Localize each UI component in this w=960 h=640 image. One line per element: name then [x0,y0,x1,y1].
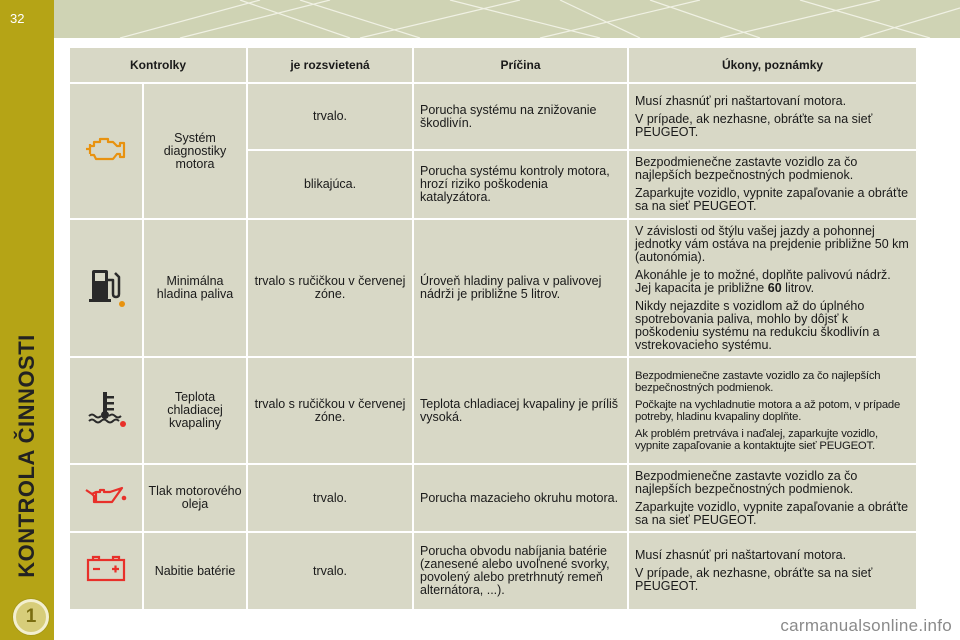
table-row [69,357,917,464]
cause-cell: Úroveň hladiny paliva v palivovej nádrži je približne 5 litrov. [413,219,628,357]
table-row [69,532,917,610]
chapter-badge [13,599,49,635]
state-cell: trvalo. [247,532,413,610]
actions-cell [628,219,917,357]
action-text: Musí zhasnúť pri naštartovaní motora. [635,93,847,108]
icon-cell [69,357,143,464]
warning-lights-table [68,46,918,611]
cause-cell: Porucha mazacieho okruhu motora. [413,464,628,532]
state-cell: trvalo s ručičkou v červenej zóne. [247,219,413,357]
icon-cell [69,532,143,610]
table-row [69,464,917,532]
action-text-part: Akonáhle je to možné, doplňte palivovú nádrž. Jej kapacita je približne [635,267,891,295]
action-text: Musí zhasnúť pri naštartovaní motora. [635,548,847,562]
action-text: Bezpodmienečne zastavte vozidlo za čo najlepších bezpečnostných podmienok. [635,155,858,182]
action-text: Zaparkujte vozidlo, vypnite zapaľovanie a obráťte sa na sieť PEUGEOT. [635,499,909,527]
table-header-row [69,47,917,83]
actions-cell [628,464,917,532]
icon-cell [69,464,143,532]
icon-cell [69,83,143,219]
header-ukony: Úkony, poznámky [628,47,917,83]
cause-cell: Porucha systému na znižovanie škodlivín. [413,83,628,150]
fuel-pump-icon [84,264,128,308]
state-cell: trvalo. [247,83,413,150]
action-text [635,269,910,295]
action-text: Bezpodmienečne zastavte vozidlo za čo najlepších bezpečnostných podmienok. [635,369,881,394]
system-cell: Nabitie batérie [143,532,247,610]
engine-check-icon [84,134,128,164]
action-text: Ak problém pretrváva i naďalej, zaparkujte vozidlo, vypnite zapaľovanie a kontaktujte sieť PEUGEOT. [635,427,878,452]
battery-icon [84,554,128,584]
state-cell: blikajúca. [247,150,413,219]
chapter-number: 1 [25,606,37,627]
actions-cell [628,532,917,610]
header-rozsvietena: je rozsvietená [247,47,413,83]
system-cell: Tlak motorového oleja [143,464,247,532]
cause-cell: Porucha obvodu nabíjania batérie (zanesené alebo uvoľnené svorky, povolený alebo pretrhnutý remeň alternátora, ...). [413,532,628,610]
header-kontrolky: Kontrolky [69,47,247,83]
state-cell: trvalo s ručičkou v červenej zóne. [247,357,413,464]
watermark: carmanualsonline.info [780,616,952,635]
top-banner [0,0,960,38]
action-text: V prípade, ak nezhasne, obráťte sa na sieť PEUGEOT. [635,566,873,593]
action-text: Nikdy nejazdite s vozidlom až do úplného spotrebovania paliva, mohlo by dôjsť k poškodeniu systému na redukciu škodlivín a vstrekovacieho systému. [635,298,880,352]
action-text: Počkajte na vychladnutie motora a až potom, v prípade potreby, hladinu kvapaliny doplňte. [635,398,901,423]
page-number: 32 [10,11,25,26]
coolant-temperature-icon [84,388,128,428]
banner-decoration [0,0,960,38]
icon-cell [69,219,143,357]
action-text: V prípade, ak nezhasne, obráťte sa na sieť PEUGEOT. [635,111,873,139]
table-row [69,83,917,150]
action-text: Bezpodmienečne zastavte vozidlo za čo najlepších bezpečnostných podmienok. [635,468,858,496]
section-title: KONTROLA ČINNOSTI [14,334,39,578]
header-pricina: Príčina [413,47,628,83]
system-cell: Minimálna hladina paliva [143,219,247,357]
oil-can-icon [82,482,130,510]
action-text: V závislosti od štýlu vašej jazdy a pohonnej jednotky vám ostáva na prejdenie približne 50 km (autonómia). [635,223,909,264]
system-cell: Teplota chladiacej kvapaliny [143,357,247,464]
chapter-sidebar [0,38,54,640]
state-cell: trvalo. [247,464,413,532]
tank-capacity-unit: litrov. [785,280,815,295]
action-text: Zaparkujte vozidlo, vypnite zapaľovanie a obráťte sa na sieť PEUGEOT. [635,186,909,213]
cause-cell: Porucha systému kontroly motora, hrozí riziko poškodenia katalyzátora. [413,150,628,219]
actions-cell [628,150,917,219]
actions-cell [628,357,917,464]
actions-cell [628,83,917,150]
cause-cell: Teplota chladiacej kvapaliny je príliš vysoká. [413,357,628,464]
page-number-box [0,0,54,38]
system-cell: Systém diagnostiky motora [143,83,247,219]
tank-capacity-value: 60 [767,280,782,295]
table-row [69,219,917,357]
